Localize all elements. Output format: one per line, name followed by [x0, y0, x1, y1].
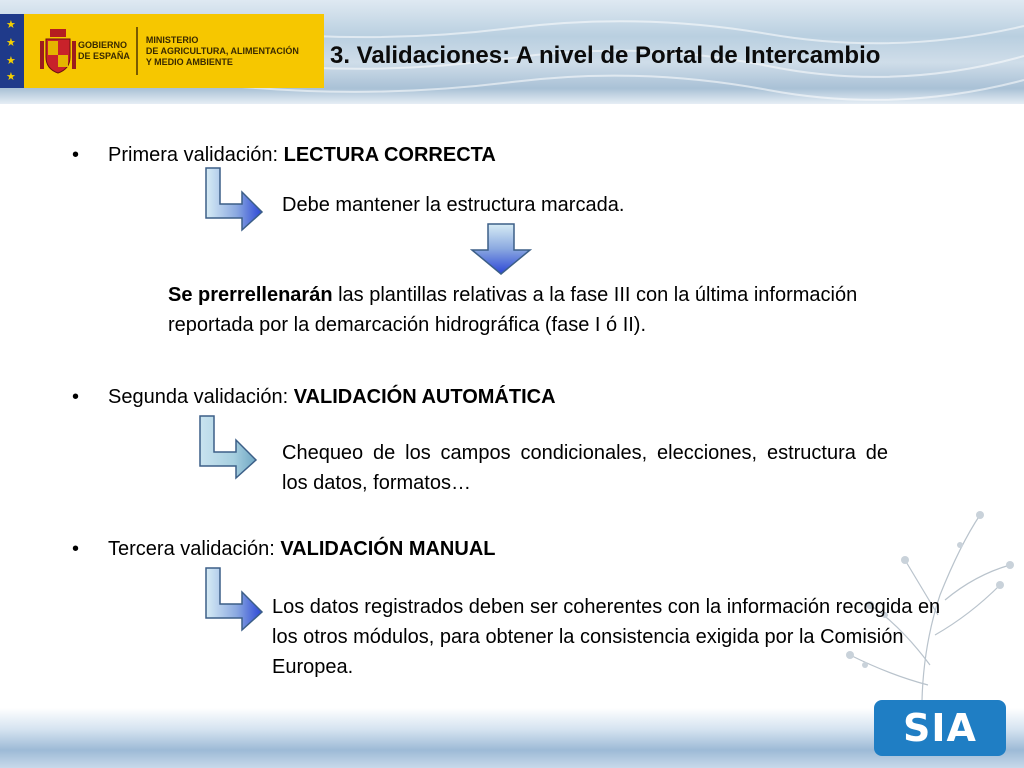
- ministry-line-1: MINISTERIO: [145, 34, 199, 45]
- star-icon: ★: [6, 37, 16, 49]
- bullet-first-validation: [72, 144, 496, 167]
- bullet-emphasis: VALIDACIÓN MANUAL: [280, 538, 496, 560]
- ministry-line-2: DE AGRICULTURA, ALIMENTACIÓN: [145, 45, 299, 56]
- bullet-prefix: Segunda validación:: [108, 386, 294, 408]
- gov-line-1: GOBIERNO: [78, 40, 128, 50]
- bullet-marker: •: [72, 538, 80, 560]
- bullet-marker: •: [72, 144, 80, 166]
- slide-title: 3. Validaciones: A nivel de Portal de Intercambio: [330, 42, 881, 69]
- gov-name: [78, 40, 130, 62]
- first-detail: Debe mantener la estructura marcada.: [282, 194, 625, 216]
- eu-flag-strip: [0, 14, 24, 88]
- second-detail: Chequeo de los campos condicionales, elecciones, estructura de los datos, formatos…: [282, 442, 888, 494]
- down-arrow-icon: [470, 222, 532, 276]
- bullet-prefix: Primera validación:: [108, 144, 284, 166]
- bullet-emphasis: LECTURA CORRECTA: [283, 144, 496, 166]
- ministry-line-3: Y MEDIO AMBIENTE: [145, 56, 233, 67]
- coat-of-arms-icon: [38, 27, 78, 75]
- third-detail: Los datos registrados deben ser coherentes con la información recogida en los otros módulos, para obtener la consistencia exigida por la Comisión Europea.: [272, 596, 941, 678]
- bullet-emphasis: VALIDACIÓN AUTOMÁTICA: [293, 386, 556, 408]
- gov-line-2: DE ESPAÑA: [78, 51, 130, 61]
- prefill-note: [168, 280, 928, 340]
- sia-logo-text: SIA: [903, 706, 977, 750]
- logo-divider: [136, 27, 138, 75]
- prefill-text: las plantillas relativas a la fase III con la última información reportada por la demarcación hidrográfica (fase I ó II).: [168, 284, 858, 336]
- elbow-arrow-icon: [202, 166, 264, 232]
- bullet-third-validation: [72, 538, 495, 561]
- elbow-arrow-icon: [202, 566, 264, 632]
- star-icon: ★: [6, 71, 16, 83]
- footer-band: [0, 708, 1024, 768]
- government-logo: [24, 14, 324, 88]
- bullet-marker: •: [72, 386, 80, 408]
- bullet-second-validation: [72, 386, 556, 409]
- star-icon: ★: [6, 19, 16, 31]
- star-icon: ★: [6, 55, 16, 67]
- sia-logo: [874, 700, 1006, 756]
- bullet-prefix: Tercera validación:: [108, 538, 281, 560]
- prefill-emphasis: Se prerrellenarán: [168, 284, 333, 306]
- elbow-arrow-icon: [196, 414, 258, 480]
- ministry-name: [146, 35, 299, 68]
